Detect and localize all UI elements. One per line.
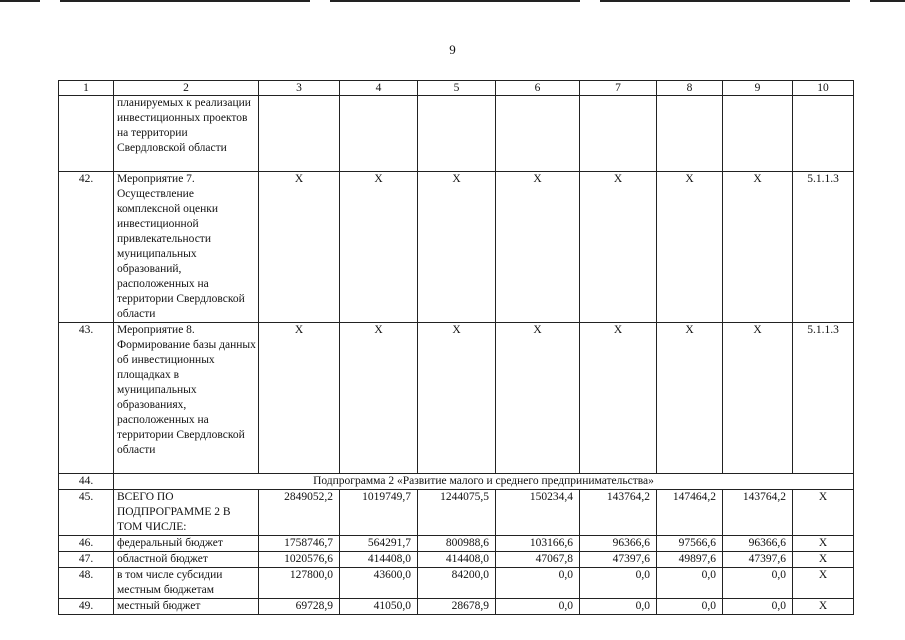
value-cell: X	[723, 323, 793, 474]
row-name: ВСЕГО ПО ПОДПРОГРАММЕ 2 В ТОМ ЧИСЛЕ:	[114, 490, 259, 536]
row-number: 43.	[59, 323, 114, 474]
value-cell	[496, 96, 580, 172]
header-cell: 1	[59, 81, 114, 96]
value-cell: X	[580, 172, 657, 323]
value-cell: X	[340, 323, 418, 474]
value-cell	[418, 96, 496, 172]
value-cell: 0,0	[723, 599, 793, 615]
value-cell: 0,0	[657, 599, 723, 615]
page-number: 9	[449, 42, 456, 57]
row-name: областной бюджет	[114, 552, 259, 568]
row-name: федеральный бюджет	[114, 536, 259, 552]
target-code-cell: X	[793, 490, 854, 536]
row-number: 44.	[59, 474, 114, 490]
target-code-cell: 5.1.1.3	[793, 172, 854, 323]
value-cell	[340, 96, 418, 172]
row-number	[59, 96, 114, 172]
table-row	[59, 323, 854, 474]
value-cell: 1019749,7	[340, 490, 418, 536]
value-cell: X	[340, 172, 418, 323]
row-number: 46.	[59, 536, 114, 552]
value-cell: 1244075,5	[418, 490, 496, 536]
value-cell: 143764,2	[723, 490, 793, 536]
header-cell: 8	[657, 81, 723, 96]
value-cell: 103166,6	[496, 536, 580, 552]
value-cell: 2849052,2	[259, 490, 340, 536]
value-cell: 49897,6	[657, 552, 723, 568]
table-row	[59, 552, 854, 568]
header-cell: 9	[723, 81, 793, 96]
header-cell: 6	[496, 81, 580, 96]
value-cell: X	[657, 172, 723, 323]
value-cell: X	[418, 172, 496, 323]
row-name: в том числе субсидии местным бюджетам	[114, 568, 259, 599]
value-cell: 147464,2	[657, 490, 723, 536]
value-cell: 1758746,7	[259, 536, 340, 552]
header-cell: 3	[259, 81, 340, 96]
value-cell: 96366,6	[580, 536, 657, 552]
row-number: 45.	[59, 490, 114, 536]
table-row	[59, 599, 854, 615]
table-row	[59, 172, 854, 323]
target-code-cell	[793, 96, 854, 172]
value-cell: 143764,2	[580, 490, 657, 536]
value-cell: 41050,0	[340, 599, 418, 615]
value-cell: 0,0	[496, 599, 580, 615]
row-name: планируемых к реализации инвестиционных проектов на территории Свердловской области	[114, 96, 259, 172]
value-cell: 150234,4	[496, 490, 580, 536]
header-cell: 4	[340, 81, 418, 96]
table-row	[59, 536, 854, 552]
value-cell: X	[259, 323, 340, 474]
value-cell	[657, 96, 723, 172]
value-cell: X	[496, 323, 580, 474]
value-cell: 1020576,6	[259, 552, 340, 568]
row-number: 42.	[59, 172, 114, 323]
header-cell: 2	[114, 81, 259, 96]
header-cell: 5	[418, 81, 496, 96]
value-cell: 97566,6	[657, 536, 723, 552]
value-cell: 800988,6	[418, 536, 496, 552]
value-cell: 414408,0	[418, 552, 496, 568]
value-cell: 69728,9	[259, 599, 340, 615]
value-cell: X	[259, 172, 340, 323]
value-cell: 127800,0	[259, 568, 340, 599]
value-cell: X	[657, 323, 723, 474]
table-row	[59, 490, 854, 536]
value-cell	[580, 96, 657, 172]
target-code-cell: X	[793, 599, 854, 615]
value-cell: 47397,6	[723, 552, 793, 568]
value-cell: 0,0	[723, 568, 793, 599]
target-code-cell: X	[793, 536, 854, 552]
header-row	[59, 81, 854, 96]
target-code-cell: X	[793, 568, 854, 599]
value-cell: 0,0	[580, 599, 657, 615]
value-cell: 47397,6	[580, 552, 657, 568]
row-number: 48.	[59, 568, 114, 599]
subprogram-title: Подпрограмма 2 «Развитие малого и среднего предпринимательства»	[114, 474, 854, 490]
value-cell: 28678,9	[418, 599, 496, 615]
row-number: 49.	[59, 599, 114, 615]
header-cell: 7	[580, 81, 657, 96]
table-row	[59, 474, 854, 490]
value-cell: 43600,0	[340, 568, 418, 599]
table-row	[59, 568, 854, 599]
value-cell: X	[723, 172, 793, 323]
row-name: местный бюджет	[114, 599, 259, 615]
value-cell: 96366,6	[723, 536, 793, 552]
value-cell: 564291,7	[340, 536, 418, 552]
top-border-line	[0, 0, 905, 3]
program-table	[58, 80, 854, 615]
value-cell: X	[580, 323, 657, 474]
header-cell: 10	[793, 81, 854, 96]
value-cell	[723, 96, 793, 172]
target-code-cell: 5.1.1.3	[793, 323, 854, 474]
row-name: Мероприятие 8. Формирование базы данных об инвестиционных площадках в муниципальных образованиях, расположенных на территории Свердловской области	[114, 323, 259, 474]
value-cell: 84200,0	[418, 568, 496, 599]
target-code-cell: X	[793, 552, 854, 568]
value-cell	[259, 96, 340, 172]
value-cell: 0,0	[657, 568, 723, 599]
value-cell: X	[496, 172, 580, 323]
value-cell: X	[418, 323, 496, 474]
value-cell: 414408,0	[340, 552, 418, 568]
row-name: Мероприятие 7. Осуществление комплексной оценки инвестиционной привлекательности муниципальных образований, расположенных на территории Свердловской области	[114, 172, 259, 323]
value-cell: 0,0	[496, 568, 580, 599]
table-row	[59, 96, 854, 172]
row-number: 47.	[59, 552, 114, 568]
value-cell: 0,0	[580, 568, 657, 599]
value-cell: 47067,8	[496, 552, 580, 568]
